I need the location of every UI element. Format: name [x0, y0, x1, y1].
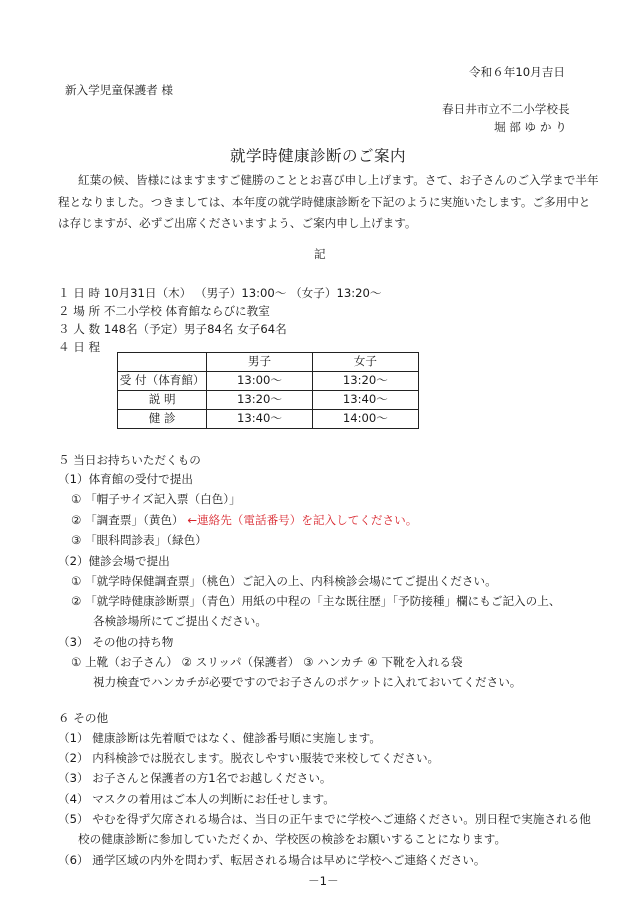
other-2: （2） 内科検診では脱衣します。脱衣しやすい服装で来校してください。: [58, 751, 440, 765]
ki-mark: 記: [314, 247, 326, 261]
other-5a: （5） やむを得ず欠席される場合は、当日の正午までに学校へご連絡ください。別日程で実施される他: [58, 812, 591, 826]
intro-line-2: 程となりました。つきましては、本年度の就学時健康診断を下記のように実施いたします。ご多用中と: [58, 195, 591, 209]
contact-note: ←連絡先（電話番号）を記入してください。: [187, 513, 418, 527]
schedule-table: [117, 352, 419, 429]
intro-line-3: は存じますが、必ずご出席くださいますよう、ご案内申し上げます。: [58, 216, 417, 230]
bring-sub2: （2）健診会場で提出: [58, 554, 170, 568]
table-row: [118, 410, 419, 429]
girls-time: 14:00～: [312, 410, 418, 429]
boys-time: 13:00～: [207, 372, 312, 391]
other-4: （4） マスクの着用はご本人の判断にお任せします。: [58, 792, 335, 806]
row-label: 受 付（体育館）: [118, 372, 207, 391]
table-header-cell: 女子: [312, 353, 418, 372]
sender-name: 堀 部 ゆ か り: [494, 120, 567, 134]
bring-sub3-b: 視力検査でハンカチが必要ですのでお子さんのポケットに入れておいてください。: [93, 675, 522, 689]
bring-sub2-b1: ② 「就学時健康診断票」（青色）用紙の中程の「主な既往歴」「予防接種」欄にもご記入の上、: [71, 594, 561, 608]
row-label: 健 診: [118, 410, 207, 429]
girls-time: 13:40～: [312, 391, 418, 410]
other-1: （1） 健康診断は先着順ではなく、健診番号順に実施します。: [58, 731, 381, 745]
bring-sub3: （3） その他の持ち物: [58, 635, 174, 649]
bring-sub2-a: ① 「就学時保健調査票」（桃色）ご記入の上、内科検診会場にてご提出ください。: [71, 574, 497, 588]
table-header-cell: [118, 353, 207, 372]
item-schedule-label: ４ 日 程: [58, 340, 101, 354]
other-6: （6） 通学区域の内外を問わず、転居される場合は早めに学校へご連絡ください。: [58, 853, 486, 867]
boys-time: 13:20～: [207, 391, 312, 410]
recipient: 新入学児童保護者 様: [65, 83, 174, 97]
item-date: １ 日 時 10月31日（木） （男子）13:00～ （女子）13:20～: [58, 286, 382, 300]
table-header-cell: 男子: [207, 353, 312, 372]
other-3: （3） お子さんと保護者の方1名でお越しください。: [58, 771, 332, 785]
intro-line-1: 紅葉の候、皆様にはますますご健勝のこととお喜び申し上げます。さて、お子さんのご入学まで半年: [78, 173, 599, 187]
row-label: 説 明: [118, 391, 207, 410]
table-header-row: [118, 353, 419, 372]
document-date: 令和６年10月吉日: [469, 65, 565, 79]
table-row: [118, 372, 419, 391]
bring-sub1-b-prefix: ② 「調査票」（黄色）: [71, 513, 184, 527]
document-title: 就学時健康診断のご案内: [230, 147, 407, 165]
item-count: ３ 人 数 148名（予定）男子84名 女子64名: [58, 322, 287, 336]
item-place: ２ 場 所 不二小学校 体育館ならびに教室: [58, 304, 270, 318]
girls-time: 13:20～: [312, 372, 418, 391]
other-5b: 校の健康診断に参加していただくか、学校医の検診をお願いすることになります。: [78, 832, 507, 846]
bring-sub3-a: ① 上靴（お子さん） ② スリッパ（保護者） ③ ハンカチ ④ 下靴を入れる袋: [71, 655, 463, 669]
bring-sub1: （1）体育館の受付で提出: [58, 472, 193, 486]
bring-heading: ５ 当日お持ちいただくもの: [58, 453, 201, 467]
other-heading: ６ その他: [58, 711, 109, 725]
bring-sub1-a: ① 「帽子サイズ記入票（白色）」: [71, 492, 241, 506]
bring-sub1-b: [71, 514, 417, 528]
sender-school: 春日井市立不二小学校長: [442, 102, 570, 116]
bring-sub1-c: ③ 「眼科問診表」（緑色）: [71, 533, 207, 547]
bring-sub2-b2: 各検診場所にてご提出ください。: [93, 614, 267, 628]
table-row: [118, 391, 419, 410]
boys-time: 13:40～: [207, 410, 312, 429]
page-number: －1－: [308, 874, 339, 888]
